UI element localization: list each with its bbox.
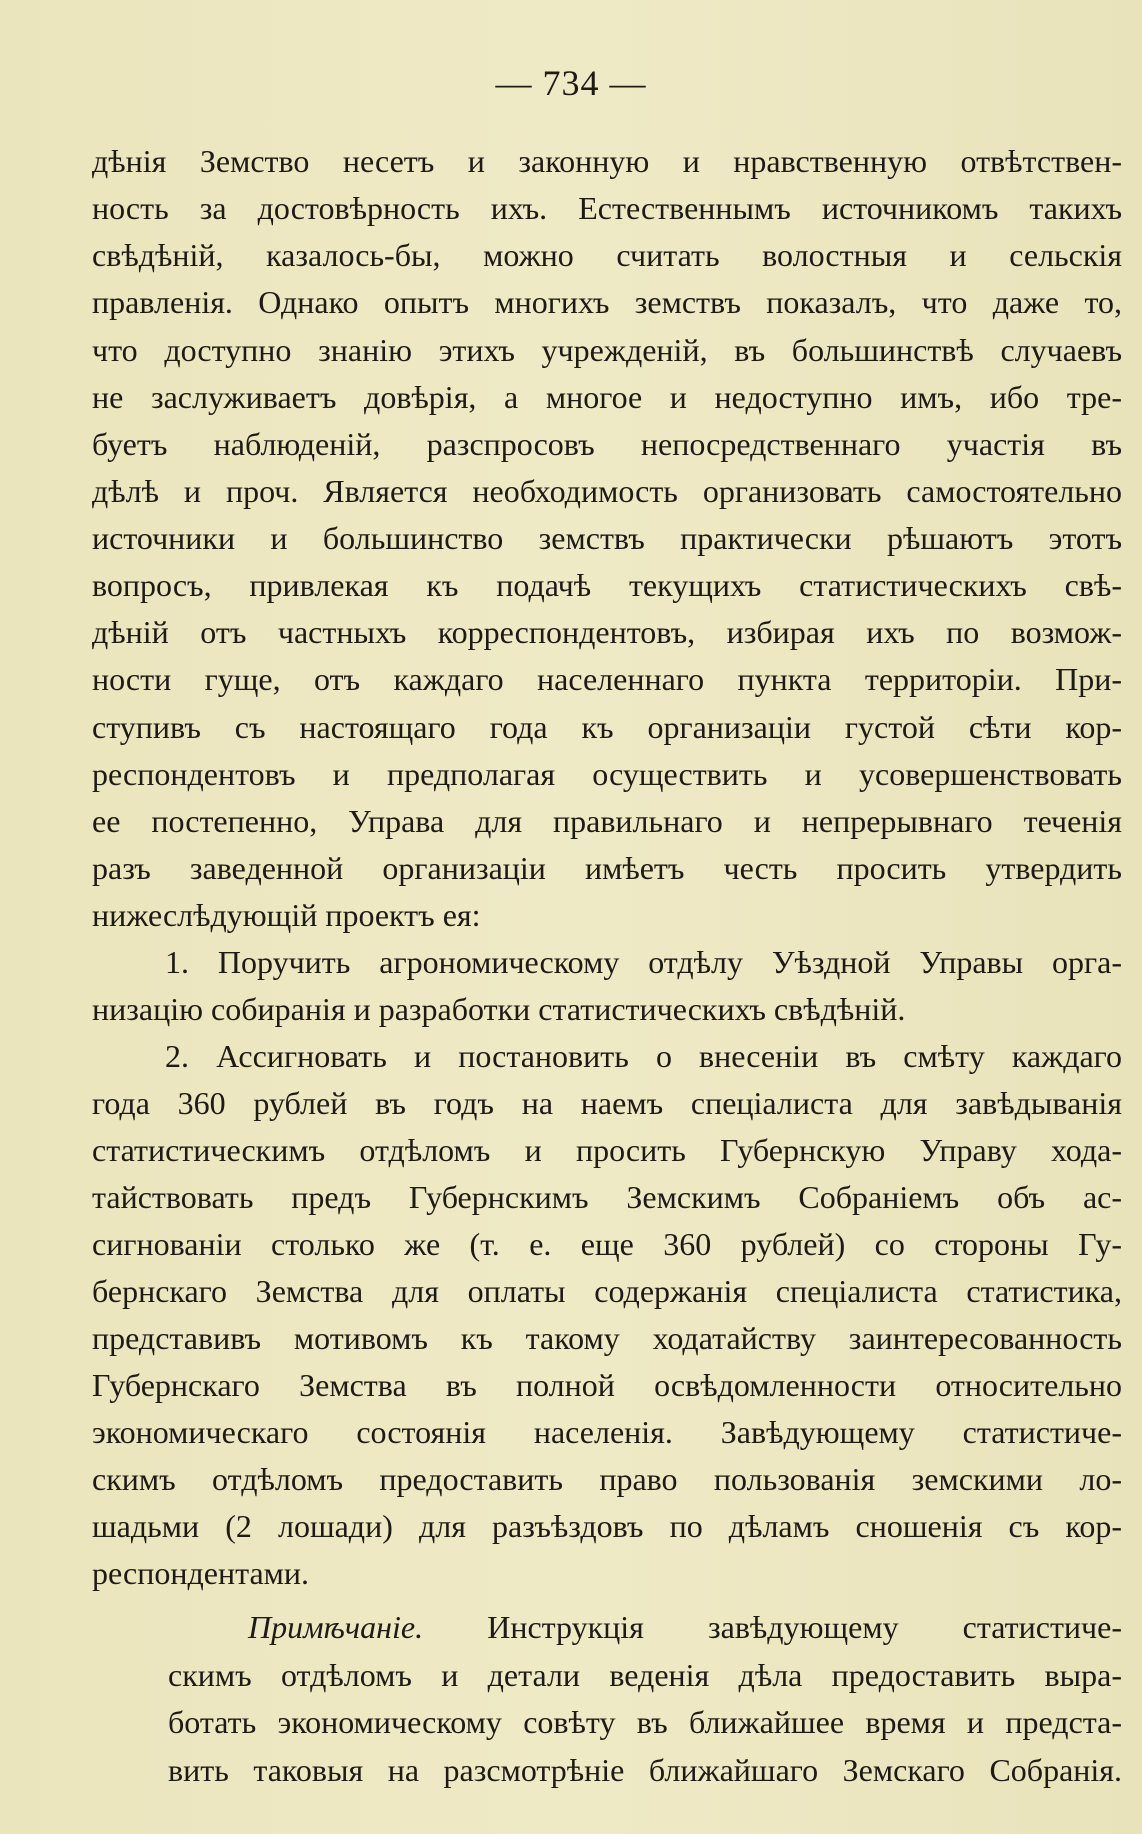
list-item-2-line: шадьми (2 лошади) для разъѣздовъ по дѣламъ сношенія съ кор- [92,1508,1122,1544]
list-item-2-line: 2. Ассигновать и постановить о внесеніи въ смѣту каждаго [165,1038,1122,1074]
list-item-2-line: респондентами. [92,1555,310,1591]
text-line: источники и большинство земствъ практически рѣшаютъ этотъ [92,520,1122,556]
text-line: что доступно знанію этихъ учрежденій, въ большинствѣ случаевъ [92,332,1122,368]
note-line: ботать экономическому совѣту въ ближайшее время и предста- [168,1704,1122,1740]
text-line: дѣній отъ частныхъ корреспондентовъ, избирая ихъ по возмож- [92,614,1122,650]
text-line: буетъ наблюденій, разспросовъ непосредственнаго участія въ [92,426,1122,462]
note-first-line [248,1611,1122,1643]
text-line: ность за достовѣрность ихъ. Естественнымъ источникомъ такихъ [92,190,1122,226]
text-line: дѣнія Земство несетъ и законную и нравственную отвѣтствен- [92,143,1122,179]
list-item-2-line: Губернскаго Земства въ полной освѣдомленности относительно [92,1367,1122,1403]
list-item-1-line: 1. Поручить агрономическому отдѣлу Уѣздной Управы орга- [165,944,1122,980]
text-line: ступивъ съ настоящаго года къ организаціи густой сѣти кор- [92,709,1122,745]
list-item-2-line: года 360 рублей въ годъ на наемъ спеціалиста для завѣдыванія [92,1085,1122,1121]
text-line: респондентовъ и предполагая осуществить и усовершенствовать [92,756,1122,792]
text-line: нижеслѣдующій проектъ ея: [92,897,481,933]
text-line: ности гуще, отъ каждаго населеннаго пункта территоріи. При- [92,661,1122,697]
list-item-2-line: представивъ мотивомъ къ такому ходатайству заинтересованность [92,1320,1122,1356]
note-line: скимъ отдѣломъ и детали веденія дѣла предоставить выра- [168,1657,1122,1693]
list-item-2-line: тайствовать предъ Губернскимъ Земскимъ Собраніемъ объ ас- [92,1179,1122,1215]
note-text: Инструкція завѣдующему статистиче- [487,1609,1122,1645]
text-line: вопросъ, привлекая къ подачѣ текущихъ статистическихъ свѣ- [92,567,1122,603]
list-item-2-line: сигнованіи столько же (т. е. еще 360 рублей) со стороны Гу- [92,1226,1122,1262]
text-line: разъ заведенной организаціи имѣетъ честь просить утвердить [92,850,1122,886]
text-line: правленія. Однако опытъ многихъ земствъ показалъ, что даже то, [92,284,1122,320]
note-line: вить таковыя на разсмотрѣніе ближайшаго Земскаго Собранія. [168,1752,1122,1788]
page-number: — 734 — [495,63,647,103]
list-item-2-line: бернскаго Земства для оплаты содержанія спеціалиста статистика, [92,1273,1122,1309]
text-line: свѣдѣній, казалось-бы, можно считать волостныя и сельскія [92,237,1122,273]
text-line: дѣлѣ и проч. Является необходимость организовать самостоятельно [92,473,1122,509]
list-item-2-line: экономическаго состоянія населенія. Завѣдующему статистиче- [92,1414,1122,1450]
text-line: ее постепенно, Управа для правильнаго и непрерывнаго теченія [92,803,1122,839]
note-label: Примѣчаніе. [248,1609,424,1645]
list-item-2-line: статистическимъ отдѣломъ и просить Губернскую Управу хода- [92,1132,1122,1168]
text-line: не заслуживаетъ довѣрія, а многое и недоступно имъ, ибо тре- [92,379,1122,415]
list-item-2-line: скимъ отдѣломъ предоставить право пользованія земскими ло- [92,1461,1122,1497]
list-item-1-line: низацію собиранія и разработки статистическихъ свѣдѣній. [92,991,906,1027]
